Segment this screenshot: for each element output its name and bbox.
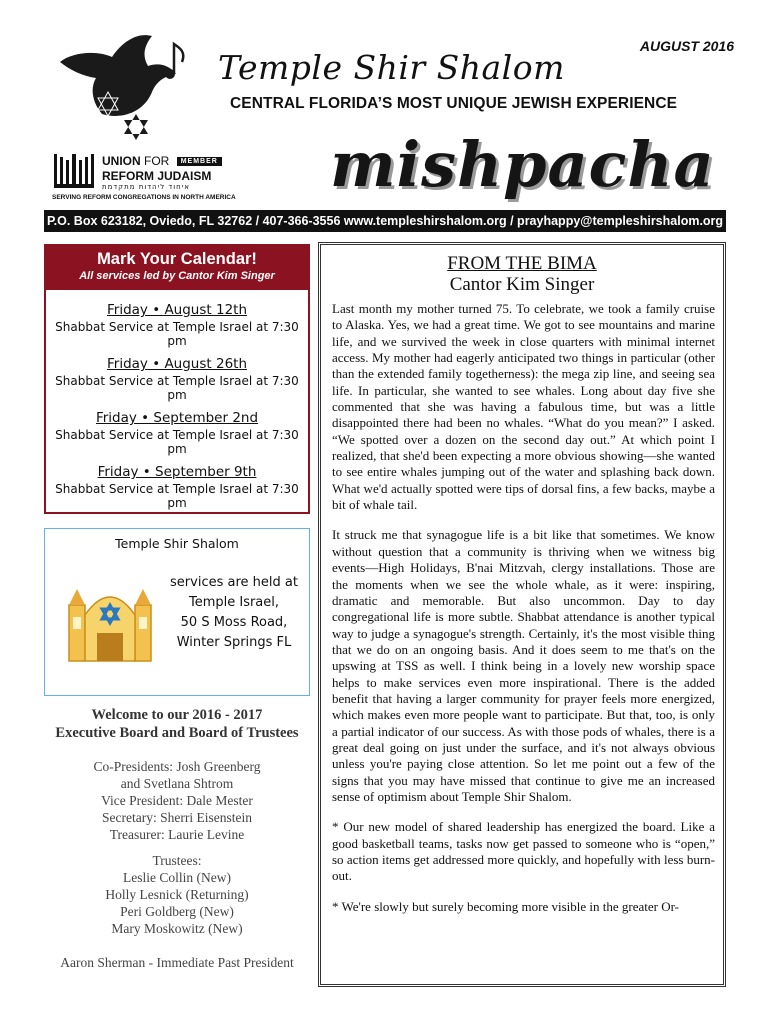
trustee: Peri Goldberg (New) <box>120 904 234 919</box>
urj-for: FOR <box>144 154 170 168</box>
trustees-heading: Trustees: <box>152 853 202 868</box>
officer: Co-Presidents: Josh Greenberg <box>93 759 261 774</box>
article-paragraph: * Our new model of shared leadership has energized the board. Like a good basketball teams, tasks now get passed to someone who is “open,” so action items get addressed more quickly, and hopefully with less burn-out. <box>332 819 715 884</box>
trustee: Leslie Collin (New) <box>123 870 231 885</box>
temple-logo-icon <box>52 22 192 142</box>
calendar-subtitle: All services led by Cantor Kim Singer <box>79 270 275 282</box>
issue-date: AUGUST 2016 <box>639 38 734 54</box>
welcome-line: Welcome to our 2016 - 2017 <box>91 707 263 723</box>
event-date: Friday • September 2nd <box>95 410 259 426</box>
calendar-event <box>46 302 308 348</box>
calendar-title: Mark Your Calendar! <box>97 250 257 268</box>
past-president: Aaron Sherman - Immediate Past President <box>60 955 294 970</box>
menorah-icon <box>52 152 96 190</box>
services-line: Winter Springs FL <box>176 635 292 650</box>
services-title: Temple Shir Shalom <box>115 536 239 551</box>
officer: Vice President: Dale Mester <box>101 793 253 808</box>
trustee: Mary Moskowitz (New) <box>111 921 243 936</box>
article-paragraph: Last month my mother turned 75. To celebrate, we took a family cruise to Alaska. Yes, we had a great time. We got to see mountains and marine life, and we survived the week in close quarters with minimal internet access. My mother had eagerly anticipated two things in particular (other than the extended family togetherness): the mega zip line, and seeing sea life. In particular, she wanted to see whales. Long about day five she commented that she was having a fabulous time, but was a little disappointed there had been no whales. “What do you mean?” I asked. “We spotted over a dozen on the second day out.” At which point I realized, that she'd been expecting a more obvious showing—she wanted to see entire whales jumping out of the water and splashing back down. What we'd actually spotted were tips of dorsal fins, a few backs, maybe a bit of whale tail. <box>332 301 715 513</box>
urj-hebrew: איחוד ליהדות מתקדמת <box>102 183 190 191</box>
officer: and Svetlana Shtrom <box>120 776 234 791</box>
tagline: CENTRAL FLORIDA’S MOST UNIQUE JEWISH EXPERIENCE <box>230 95 678 112</box>
calendar-event <box>46 356 308 402</box>
event-desc: Shabbat Service at Temple Israel at 7:30 pm <box>55 428 299 456</box>
trustee: Holly Lesnick (Returning) <box>105 887 249 902</box>
event-desc: Shabbat Service at Temple Israel at 7:30 pm <box>55 320 299 348</box>
synagogue-icon <box>65 571 155 663</box>
event-desc: Shabbat Service at Temple Israel at 7:30 pm <box>55 374 299 402</box>
article-author: Cantor Kim Singer <box>449 274 595 295</box>
article-paragraph: * We're slowly but surely becoming more visible in the greater Or- <box>332 898 680 914</box>
urj-reform-judaism: REFORM JUDAISM <box>102 169 212 183</box>
welcome-line: Executive Board and Board of Trustees <box>55 725 299 741</box>
contact-bar: P.O. Box 623182, Oviedo, FL 32762 / 407-366-3556 www.templeshirshalom.org / prayhappy@templeshirshalom.org <box>44 210 726 232</box>
event-date: Friday • August 26th <box>106 356 248 372</box>
calendar-box <box>44 244 310 514</box>
event-desc: Shabbat Service at Temple Israel at 7:30 pm <box>55 482 299 510</box>
urj-member-logo <box>52 152 236 206</box>
board-welcome <box>44 706 310 742</box>
article-title: FROM THE BIMA <box>447 253 597 274</box>
newsletter-name: mishpacha <box>330 128 715 201</box>
event-date: Friday • August 12th <box>106 302 248 318</box>
services-location <box>157 573 311 653</box>
event-date: Friday • September 9th <box>97 464 257 480</box>
services-line: Temple Israel, <box>188 595 280 610</box>
org-title: Temple Shir Shalom <box>218 48 565 87</box>
urj-union: UNION <box>102 154 141 168</box>
services-line: 50 S Moss Road, <box>180 615 288 630</box>
services-line: services are held at <box>170 575 298 590</box>
bima-article <box>318 242 726 987</box>
officers-list <box>44 758 310 843</box>
trustees-list <box>44 852 310 937</box>
services-box <box>44 528 310 696</box>
article-body <box>332 301 715 929</box>
calendar-header <box>46 246 308 290</box>
calendar-event <box>46 464 308 510</box>
officer: Treasurer: Laurie Levine <box>109 827 245 842</box>
article-paragraph: It struck me that synagogue life is a bit like that sometimes. We know without question that a community is thriving when we witness big events—High Holidays, B'nai Mitzvah, clergy installations. Those are the moments when we see the whole whale, as it were: inspiring, dramatic and memorable. But also uncommon. Day to day congregational life is more subtle. Shabbat attendance is another typical way to judge a synagogue's strength. Certainly, it's the most visible thing that we do on an ongoing basis. And it does seem to me that's on the upswing at TSS as well. I think being in a lovely new worship space helps to make services even more inspirational. There is the added benefit that having a larger community for prayer feels more energized, which makes even more people want to participate. But that, too, is only a partial indicator of our success. As with those pods of whales, there is a great deal going on just under the surface, and it's not always obvious unless you're paying close attention. So let me point out a few of the signs that you may have missed that continue to give me an increased sense of optimism about Temple Shir Shalom. <box>332 527 715 804</box>
member-badge: MEMBER <box>177 157 222 166</box>
calendar-event <box>46 410 308 456</box>
urj-serving: SERVING REFORM CONGREGATIONS IN NORTH AMERICA <box>52 194 236 201</box>
officer: Secretary: Sherri Eisenstein <box>102 810 252 825</box>
